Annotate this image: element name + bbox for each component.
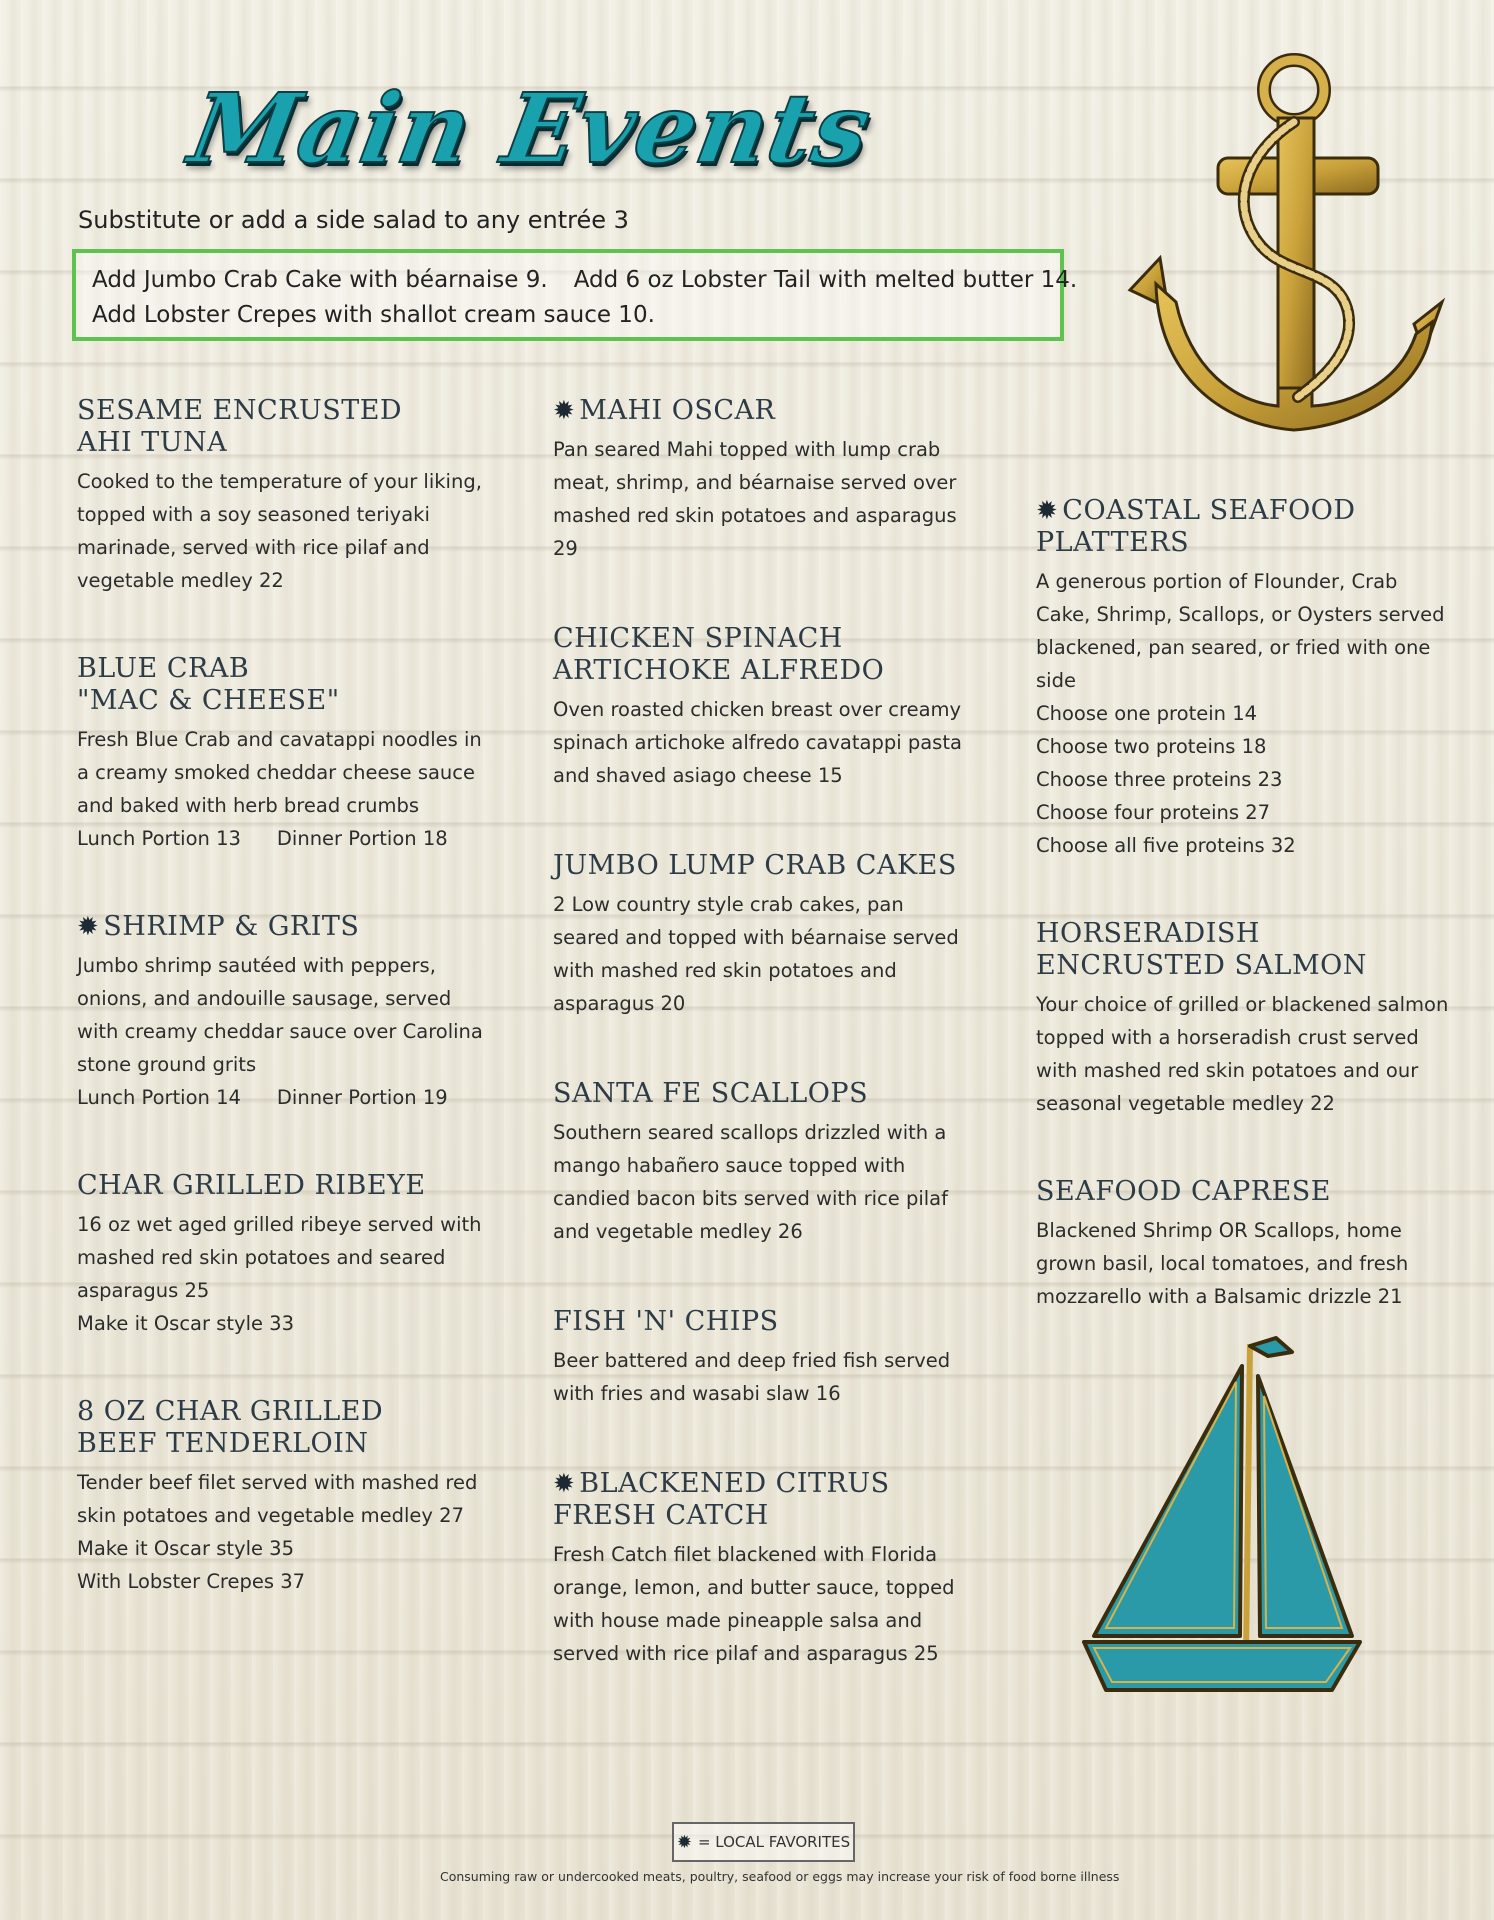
legend-label: = LOCAL FAVORITES [697,1833,851,1851]
item-description: Fresh Blue Crab and cavatappi noodles in a creamy smoked cheddar cheese sauce and baked with herb bread crumbs [77,728,482,817]
addon-lobster-tail: Add 6 oz Lobster Tail with melted butter 14. [573,267,1078,293]
menu-item-blue-crab-mac [77,653,497,855]
menu-column-3 [1036,495,1456,1313]
local-favorite-icon: ✹ [676,1831,692,1853]
menu-item-ahi-tuna [77,395,497,597]
menu-item-beef-tenderloin [77,1396,497,1598]
menu-item-mahi-oscar [553,395,973,565]
item-title: ✹ BLACKENED CITRUS FRESH CATCH [553,1468,890,1531]
item-description: Cooked to the temperature of your liking, topped with a soy seasoned teriyaki marinade, served with rice pilaf and vegetable medley 22 [77,470,482,592]
menu-item-horseradish-salmon [1036,918,1456,1120]
local-favorite-icon: ✹ [1036,496,1059,526]
item-description: Your choice of grilled or blackened salmon topped with a horseradish crust served with mashed red skin potatoes and our seasonal vegetable medley 22 [1036,993,1449,1115]
item-description: Oven roasted chicken breast over creamy spinach artichoke alfredo cavatappi pasta and shaved asiago cheese 15 [553,698,962,787]
lobster-crepes-option: With Lobster Crepes 37 [77,1570,306,1593]
addons-line-1 [92,263,1078,298]
protein-choice: Choose two proteins 18 [1036,735,1267,758]
item-description: Fresh Catch filet blackened with Florida orange, lemon, and butter sauce, topped with house made pineapple salsa and served with rice pilaf and asparagus 25 [553,1543,955,1665]
item-description: Pan seared Mahi topped with lump crab meat, shrimp, and béarnaise served over mashed red skin potatoes and asparagus 29 [553,438,957,560]
item-title: ✹ SHRIMP & GRITS [77,911,360,942]
item-title: SANTA FE SCALLOPS [553,1078,869,1109]
item-title: 8 OZ CHAR GRILLED BEEF TENDERLOIN [77,1396,384,1459]
item-title: SESAME ENCRUSTED AHI TUNA [77,395,403,458]
item-title: CHAR GRILLED RIBEYE [77,1170,426,1201]
item-title: ✹ MAHI OSCAR [553,395,776,426]
oscar-option: Make it Oscar style 35 [77,1537,294,1560]
portion-prices: Lunch Portion 13 Dinner Portion 18 [77,827,448,850]
item-title: CHICKEN SPINACH ARTICHOKE ALFREDO [553,623,885,686]
item-description: 16 oz wet aged grilled ribeye served with mashed red skin potatoes and seared asparagus 25 [77,1213,482,1302]
anchor-icon [1098,52,1450,450]
menu-item-santa-fe-scallops [553,1078,973,1248]
protein-choice: Choose three proteins 23 [1036,768,1283,791]
menu-item-crab-cakes [553,850,973,1020]
menu-item-shrimp-grits [77,911,497,1114]
item-title: HORSERADISH ENCRUSTED SALMON [1036,918,1367,981]
addon-lobster-crepes: Add Lobster Crepes with shallot cream sauce 10. [92,302,655,328]
item-description: Southern seared scallops drizzled with a mango habañero sauce topped with candied bacon bits served with rice pilaf and vegetable medley 26 [553,1121,948,1243]
food-safety-disclaimer: Consuming raw or undercooked meats, poultry, seafood or eggs may increase your risk of food borne illness [440,1869,1120,1884]
item-description: Tender beef filet served with mashed red skin potatoes and vegetable medley 27 [77,1471,478,1527]
local-favorite-icon: ✹ [553,1469,576,1499]
protein-choice: Choose one protein 14 [1036,702,1258,725]
local-favorites-legend [672,1822,855,1862]
menu-column-2 [553,395,973,1670]
menu-item-fish-n-chips [553,1306,973,1410]
menu-item-seafood-platters [1036,495,1456,862]
portion-prices: Lunch Portion 14 Dinner Portion 19 [77,1086,448,1109]
menu-item-seafood-caprese [1036,1176,1456,1313]
oscar-option: Make it Oscar style 33 [77,1312,294,1335]
menu-item-ribeye [77,1170,497,1340]
sailboat-icon [1070,1336,1366,1706]
menu-item-blackened-citrus [553,1468,973,1670]
addon-crab-cake: Add Jumbo Crab Cake with béarnaise 9. [92,267,548,293]
protein-choice: Choose four proteins 27 [1036,801,1271,824]
side-salad-note: Substitute or add a side salad to any entrée 3 [78,206,629,234]
item-title: BLUE CRAB "MAC & CHEESE" [77,653,340,716]
item-description: Jumbo shrimp sautéed with peppers, onions, and andouille sausage, served with creamy cheddar sauce over Carolina stone ground grits [77,954,483,1076]
page-title: Main Events [182,72,880,185]
local-favorite-icon: ✹ [77,912,100,942]
item-title: FISH 'N' CHIPS [553,1306,779,1337]
item-title: SEAFOOD CAPRESE [1036,1176,1332,1207]
menu-column-1 [77,395,497,1598]
protein-choice: Choose all five proteins 32 [1036,834,1296,857]
item-title: ✹ COASTAL SEAFOOD PLATTERS [1036,495,1356,558]
item-description: Beer battered and deep fried fish served with fries and wasabi slaw 16 [553,1349,951,1405]
item-description: A generous portion of Flounder, Crab Cake, Shrimp, Scallops, or Oysters served blackened, pan seared, or fried with one side [1036,570,1445,692]
item-title: JUMBO LUMP CRAB CAKES [553,850,957,881]
item-description: 2 Low country style crab cakes, pan seared and topped with béarnaise served with mashed red skin potatoes and asparagus 20 [553,893,959,1015]
menu-item-chicken-alfredo [553,623,973,792]
addons-box [72,249,1078,341]
local-favorite-icon: ✹ [553,396,576,426]
item-description: Blackened Shrimp OR Scallops, home grown basil, local tomatoes, and fresh mozzarello with a Balsamic drizzle 21 [1036,1219,1409,1308]
